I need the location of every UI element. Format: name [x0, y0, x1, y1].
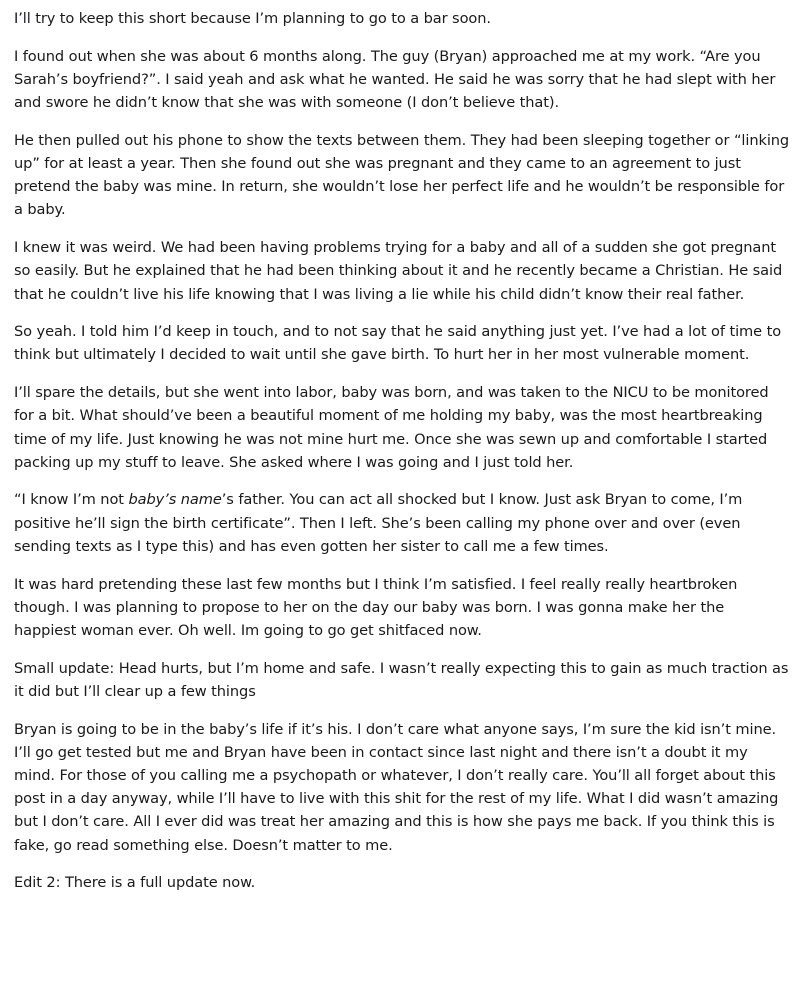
paragraph-labor: I’ll spare the details, but she went into labor, baby was born, and was taken to the NICU to be monitored for a bit. What should’ve been a beautiful moment of me holding my baby, was the most heartbreaking time of my life. Just knowing he was not mine hurt me. Once she was sewn up and comfortable I started packing up my stuff to leave. She asked where I was going and I just told her.: [14, 384, 769, 471]
paragraph-texts: He then pulled out his phone to show the texts between them. They had been sleeping together or “linking up” for at least a year. Then she found out she was pregnant and they came to an agreement to just pretend the baby was mine. In return, she wouldn’t lose her perfect life and he wouldn’t be responsible for a baby.: [14, 131, 790, 219]
quote-before: “I know I’m not: [14, 491, 129, 509]
paragraph-so-yeah: So yeah. I told him I’d keep in touch, and to not say that he said anything just yet. I’ve had a lot of time to think but ultimately I decided to wait until she gave birth. To hurt her in her most vulnerable moment.: [14, 323, 782, 364]
paragraph-weird: I knew it was weird. We had been having problems trying for a baby and all of a sudden she got pregnant so easily. But he explained that he had been thinking about it and he recently became a Christian. He said that he couldn’t live his life knowing that I was living a lie while his child didn’t know their real father.: [14, 239, 783, 303]
paragraph-found-out: I found out when she was about 6 months along. The guy (Bryan) approached me at my work. “Are you Sarah’s boyfriend?”. I said yeah and ask what he wanted. He said he was sorry that he had slept with her and swore he didn’t know that she was with someone (I don’t believe that).: [14, 47, 776, 112]
paragraph-bryan: Bryan is going to be in the baby’s life if it’s his. I don’t care what anyone says, I’m sure the kid isn’t mine. I’ll go get tested but me and Bryan have been in contact since last night and there isn’t a doubt it my mind. For those of you calling me a psychopath or whatever, I don’t really care. You’ll all forget about this post in a day anyway, while I’ll have to live with this shit for the rest of my life. What I did wasn’t amazing but I don’t care. All I ever did was treat her amazing and this is how she pays me back. If you think this is fake, go read something else. Doesn’t matter to me.: [14, 720, 779, 854]
paragraph-pretending: It was hard pretending these last few months but I think I’m satisfied. I feel really really heartbroken though. I was planning to propose to her on the day our baby was born. I was gonna make her the happiest woman ever. Oh well. Im going to go get shitfaced now.: [14, 575, 738, 639]
paragraph-quote: [14, 488, 790, 558]
quote-italic: baby’s name: [128, 491, 222, 509]
paragraph-edit-2: Edit 2: There is a full update now.: [14, 874, 256, 892]
quote-after: ’s father. You can act all shocked but I know. Just ask Bryan to come, I’m positive he’ll sign the birth certificate”. Then I left. She’s been calling my phone over and over (even sending texts as I type this) and has even gotten her sister to call me a few times.: [14, 491, 743, 555]
paragraph-intro: I’ll try to keep this short because I’m planning to go to a bar soon.: [14, 10, 491, 27]
paragraph-small-update: Small update: Head hurts, but I’m home and safe. I wasn’t really expecting this to gain as much traction as it did but I’ll clear up a few things: [14, 659, 789, 700]
